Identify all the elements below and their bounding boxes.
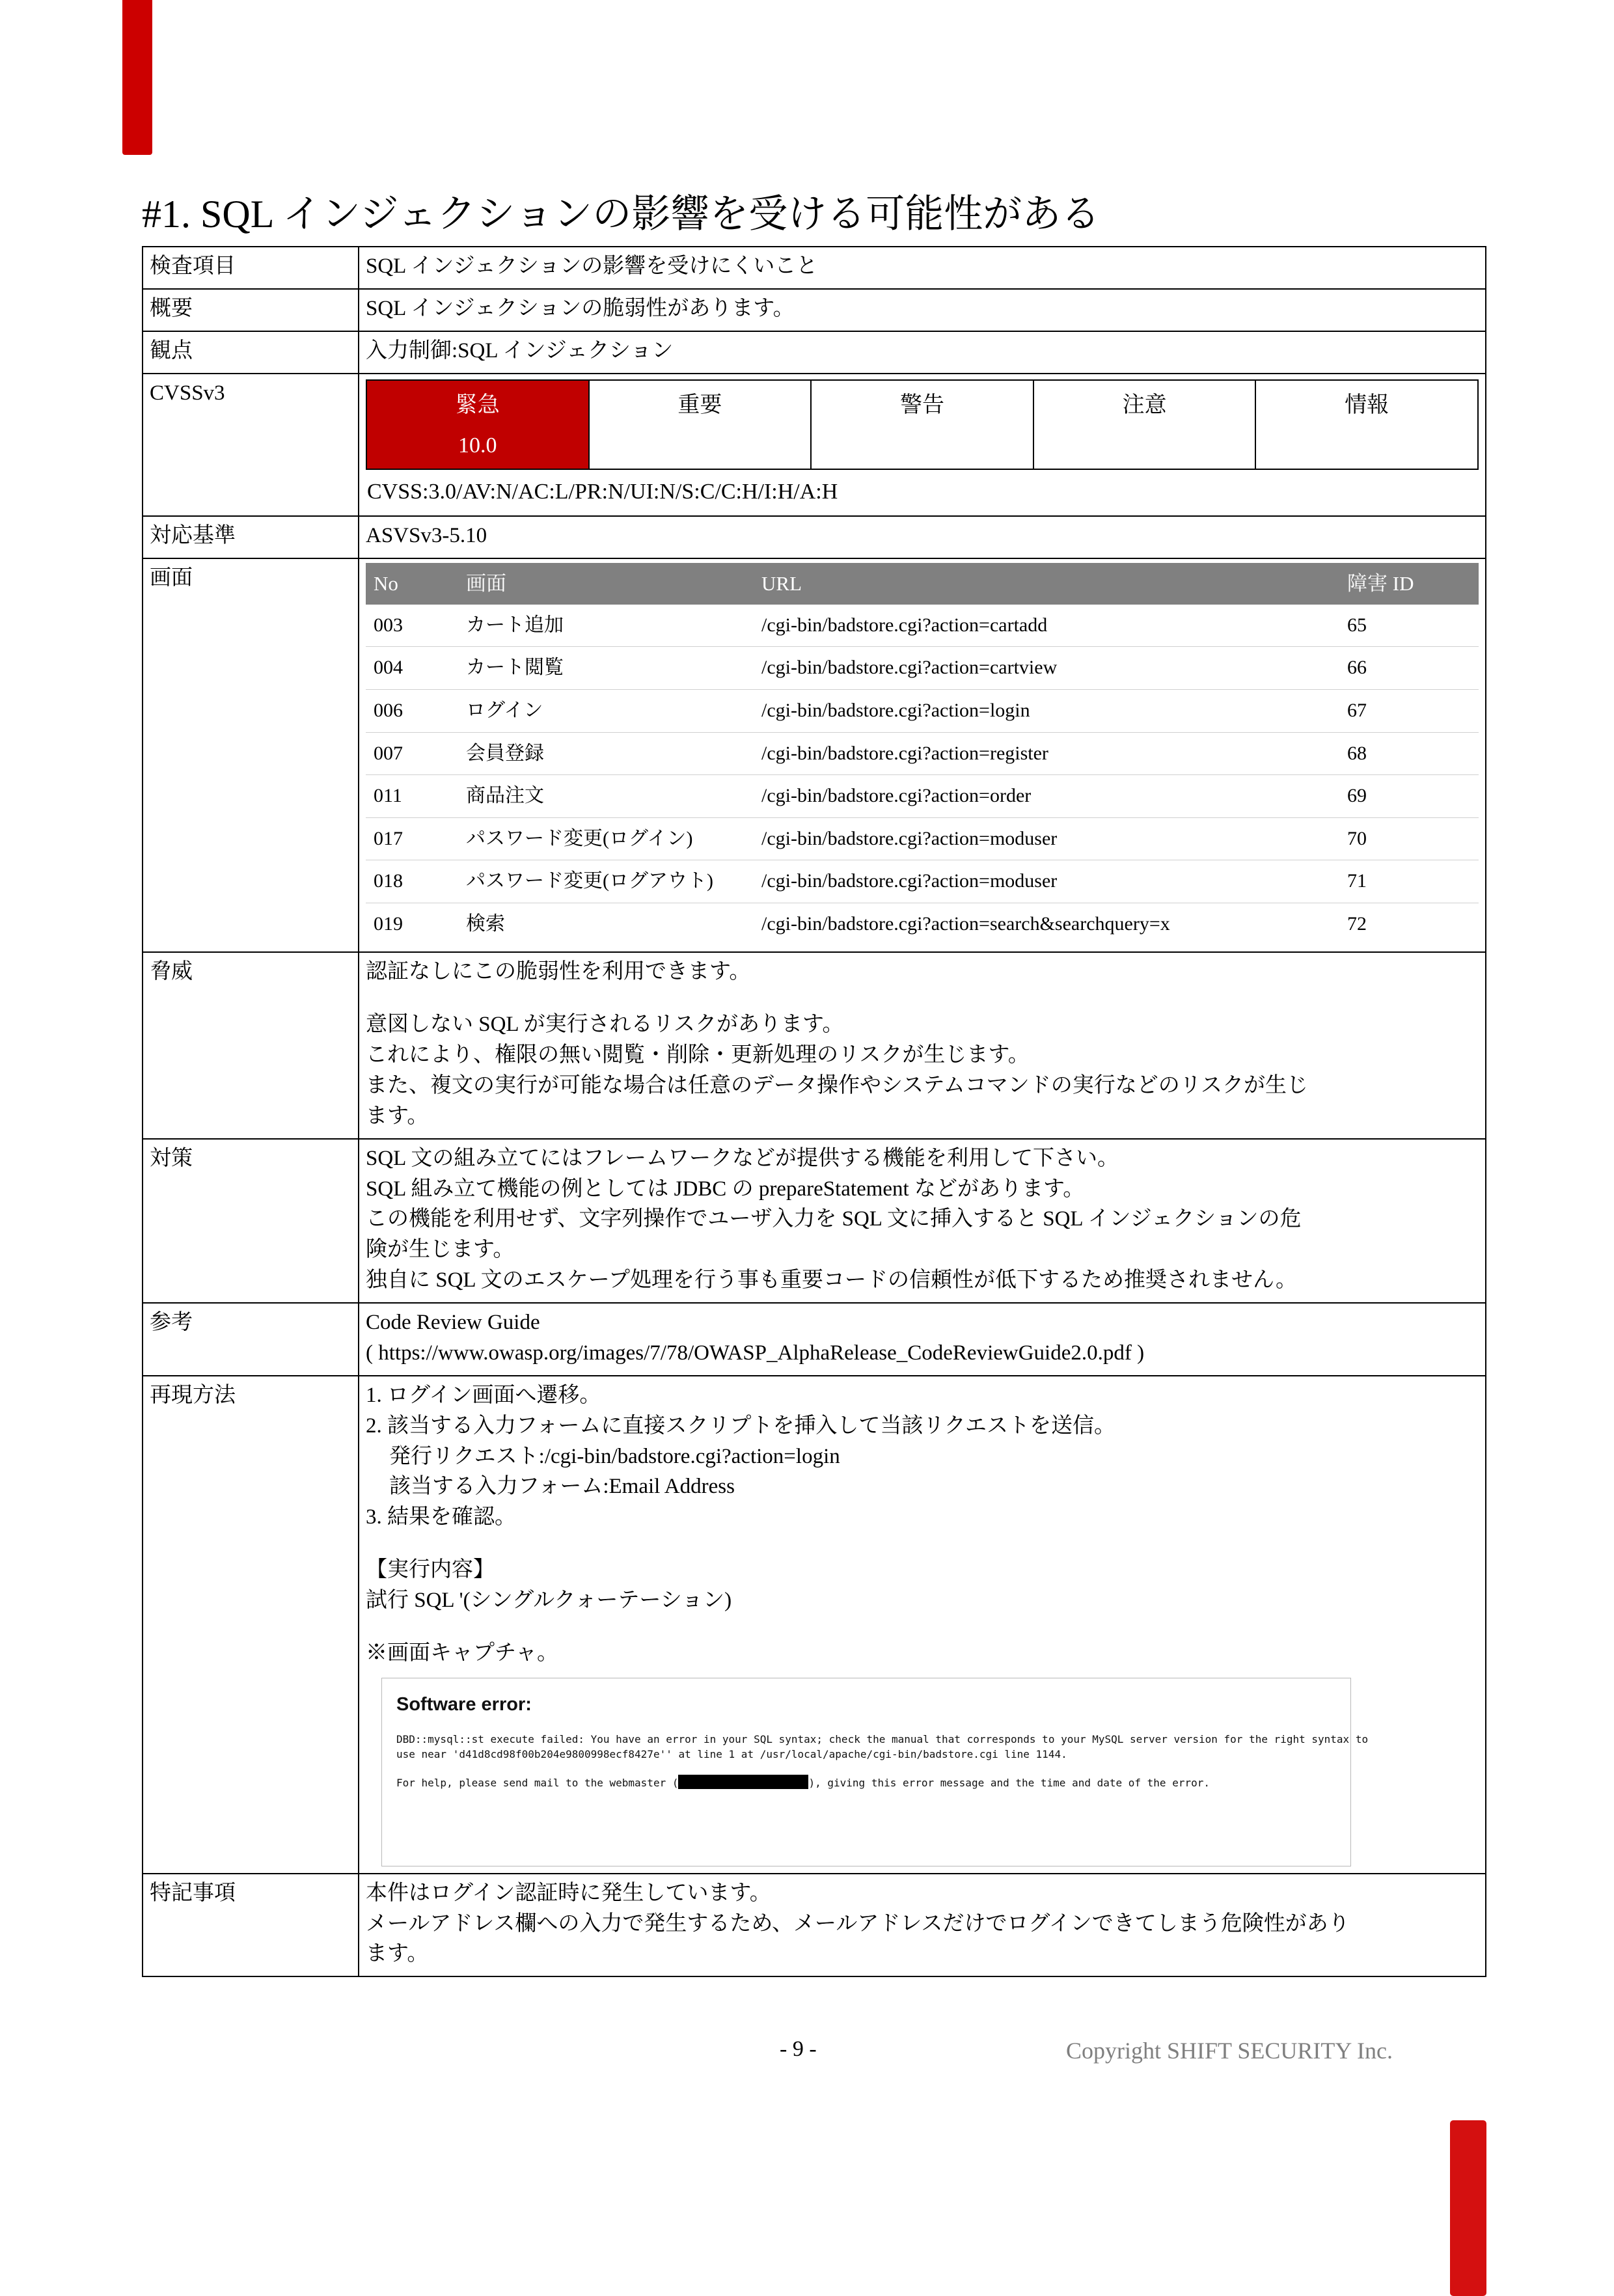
label-reproduction: 再現方法 <box>143 1376 359 1874</box>
value-notes <box>359 1874 1486 1977</box>
value-countermeasure <box>359 1139 1486 1303</box>
cell-defect-id: 69 <box>1339 775 1479 818</box>
column-header-no: No <box>366 563 458 605</box>
value-inspection-item: SQL インジェクションの影響を受けにくいこと <box>359 247 1486 289</box>
value-viewpoint: 入力制御:SQL インジェクション <box>359 331 1486 374</box>
cell-no: 018 <box>366 860 458 903</box>
cell-screen: カート追加 <box>458 605 754 647</box>
cell-screen: ログイン <box>458 689 754 732</box>
row-standard <box>143 516 1486 558</box>
severity-label-high: 重要 <box>677 392 722 417</box>
error-help-line <box>396 1775 1336 1791</box>
reproduction-request-url: 発行リクエスト:/cgi-bin/badstore.cgi?action=login <box>389 1444 840 1468</box>
row-notes <box>143 1874 1486 1977</box>
cell-no: 004 <box>366 647 458 690</box>
label-notes: 特記事項 <box>143 1874 359 1977</box>
cell-url: /cgi-bin/badstore.cgi?action=login <box>754 689 1339 732</box>
decorative-red-bar-top <box>122 0 152 155</box>
value-summary: SQL インジェクションの脆弱性があります。 <box>359 289 1486 331</box>
page-number: - 9 - <box>780 2037 817 2061</box>
label-reference: 参考 <box>143 1303 359 1376</box>
reference-title: Code Review Guide <box>366 1311 540 1335</box>
reproduction-step-3: 3. 結果を確認。 <box>366 1505 516 1529</box>
page-footer <box>142 2037 1486 2076</box>
threat-line-5: ます。 <box>366 1104 429 1128</box>
reference-url[interactable]: ( https://www.owasp.org/images/7/78/OWASP_AlphaRelease_CodeReviewGuide2.0.pdf ) <box>366 1341 1145 1365</box>
cell-screen: 商品注文 <box>458 775 754 818</box>
threat-line-4: また、複文の実行が可能な場合は任意のデータ操作やシステムコマンドの実行などのリスクが生じ <box>366 1074 1309 1098</box>
decorative-red-bar-bottom <box>1450 2120 1486 2296</box>
cell-no: 007 <box>366 732 458 775</box>
cell-defect-id: 67 <box>1339 689 1479 732</box>
error-help-suffix: ), giving this error message and the time and date of the error. <box>808 1777 1210 1790</box>
cell-screen: 検索 <box>458 903 754 945</box>
cell-defect-id: 71 <box>1339 860 1479 903</box>
cell-defect-id: 65 <box>1339 605 1479 647</box>
row-countermeasure <box>143 1139 1486 1303</box>
software-error-screenshot <box>381 1678 1369 1866</box>
table-row <box>366 732 1479 775</box>
cell-url: /cgi-bin/badstore.cgi?action=cartview <box>754 647 1339 690</box>
row-viewpoint <box>143 331 1486 374</box>
severity-label-caution: 注意 <box>1122 392 1167 417</box>
countermeasure-line-4: 険が生じます。 <box>366 1238 515 1262</box>
spacer <box>366 1533 1479 1555</box>
value-screens <box>359 558 1486 953</box>
cell-no: 006 <box>366 689 458 732</box>
page-content <box>142 193 1486 1977</box>
redaction-bar <box>678 1775 808 1789</box>
table-row <box>366 860 1479 903</box>
label-summary: 概要 <box>143 289 359 331</box>
cell-screen: パスワード変更(ログイン) <box>458 817 754 860</box>
label-viewpoint: 観点 <box>143 331 359 374</box>
countermeasure-line-2: SQL 組み立て機能の例としては JDBC の prepareStatement などがあります。 <box>366 1177 1085 1201</box>
reproduction-target-form: 該当する入力フォーム:Email Address <box>389 1475 735 1499</box>
label-countermeasure: 対策 <box>143 1139 359 1303</box>
table-row <box>366 817 1479 860</box>
cvss-vector-string: CVSS:3.0/AV:N/AC:L/PR:N/UI:N/S:C/C:H/I:H/A:H <box>367 479 838 504</box>
capture-note: ※画面キャプチャ。 <box>366 1641 559 1665</box>
label-cvss: CVSSv3 <box>143 374 359 516</box>
severity-label-critical: 緊急 <box>455 392 500 417</box>
row-summary <box>143 289 1486 331</box>
value-reference <box>359 1303 1486 1376</box>
cell-url: /cgi-bin/badstore.cgi?action=moduser <box>754 860 1339 903</box>
cell-defect-id: 72 <box>1339 903 1479 945</box>
reproduction-step-2: 2. 該当する入力フォームに直接スクリプトを挿入して当該リクエストを送信。 <box>366 1414 1116 1438</box>
cell-url: /cgi-bin/badstore.cgi?action=order <box>754 775 1339 818</box>
row-threat <box>143 952 1486 1138</box>
spacer <box>366 1616 1479 1638</box>
page-title: #1. SQL インジェクションの影響を受ける可能性がある <box>142 193 1101 236</box>
cell-no: 019 <box>366 903 458 945</box>
table-row <box>366 689 1479 732</box>
countermeasure-line-3: この機能を利用せず、文字列操作でユーザ入力を SQL 文に挿入すると SQL インジェクションの危 <box>366 1207 1302 1231</box>
severity-cell-info <box>1255 380 1478 469</box>
execution-heading: 【実行内容】 <box>366 1558 495 1582</box>
label-screens: 画面 <box>143 558 359 953</box>
threat-line-2: 意図しない SQL が実行されるリスクがあります。 <box>366 1013 844 1037</box>
threat-line-1: 認証なしにこの脆弱性を利用できます。 <box>366 960 751 984</box>
cell-no: 011 <box>366 775 458 818</box>
table-header-row <box>366 563 1479 605</box>
label-threat: 脅威 <box>143 952 359 1138</box>
column-header-screen: 画面 <box>458 563 754 605</box>
column-header-defect-id: 障害 ID <box>1339 563 1479 605</box>
label-inspection-item: 検査項目 <box>143 247 359 289</box>
value-threat <box>359 952 1486 1138</box>
countermeasure-line-1: SQL 文の組み立てにはフレームワークなどが提供する機能を利用して下さい。 <box>366 1146 1119 1170</box>
error-body-line-2: use near 'd41d8cd98f00b204e9800998ecf8427e'' at line 1 at /usr/local/apache/cgi-bin/badstore.cgi line 1144. <box>396 1747 1067 1760</box>
severity-cell-caution <box>1033 380 1256 469</box>
label-standard: 対応基準 <box>143 516 359 558</box>
value-cvss <box>359 374 1486 516</box>
notes-line-3: ます。 <box>366 1942 429 1966</box>
countermeasure-line-5: 独自に SQL 文のエスケープ処理を行う事も重要コードの信頼性が低下するため推奨されません。 <box>366 1268 1297 1292</box>
spacer <box>366 987 1479 1009</box>
row-screens <box>143 558 1486 953</box>
row-inspection-item <box>143 247 1486 289</box>
severity-scale <box>366 379 1479 470</box>
value-standard: ASVSv3-5.10 <box>359 516 1486 558</box>
error-body-line-1: DBD::mysql::st execute failed: You have an error in your SQL syntax; check the manual that corresponds to your MySQL server version for the right syntax to <box>396 1732 1369 1745</box>
column-header-url: URL <box>754 563 1339 605</box>
value-reproduction <box>359 1376 1486 1874</box>
severity-label-warning: 警告 <box>899 392 944 417</box>
vulnerability-report-table <box>142 246 1486 1977</box>
severity-cell-critical <box>366 380 589 469</box>
reproduction-step-1: 1. ログイン画面へ遷移。 <box>366 1383 601 1407</box>
row-cvss <box>143 374 1486 516</box>
affected-screens-table <box>366 563 1479 946</box>
cell-screen: カート閲覧 <box>458 647 754 690</box>
severity-cell-warning <box>811 380 1033 469</box>
cell-url: /cgi-bin/badstore.cgi?action=moduser <box>754 817 1339 860</box>
error-help-prefix: For help, please send mail to the webmaster ( <box>396 1777 679 1790</box>
cell-url: /cgi-bin/badstore.cgi?action=register <box>754 732 1339 775</box>
row-reference <box>143 1303 1486 1376</box>
notes-line-1: 本件はログイン認証時に発生しています。 <box>366 1881 771 1905</box>
table-row <box>366 647 1479 690</box>
cell-defect-id: 68 <box>1339 732 1479 775</box>
cell-url: /cgi-bin/badstore.cgi?action=search&searchquery=x <box>754 903 1339 945</box>
notes-line-2: メールアドレス欄への入力で発生するため、メールアドレスだけでログインできてしまう危険性があり <box>366 1911 1350 1935</box>
cell-no: 017 <box>366 817 458 860</box>
cell-defect-id: 70 <box>1339 817 1479 860</box>
cell-no: 003 <box>366 605 458 647</box>
table-row <box>366 775 1479 818</box>
severity-score: 10.0 <box>458 433 497 458</box>
threat-line-3: これにより、権限の無い閲覧・削除・更新処理のリスクが生じます。 <box>366 1043 1030 1067</box>
cell-screen: 会員登録 <box>458 732 754 775</box>
table-row <box>366 903 1479 945</box>
severity-cell-high <box>589 380 812 469</box>
copyright-notice: Copyright SHIFT SECURITY Inc. <box>1066 2038 1393 2064</box>
execution-payload: 試行 SQL '(シングルクォーテーション) <box>366 1588 732 1612</box>
table-row <box>366 605 1479 647</box>
severity-label-info: 情報 <box>1345 392 1389 417</box>
cell-screen: パスワード変更(ログアウト) <box>458 860 754 903</box>
row-reproduction <box>143 1376 1486 1874</box>
cell-url: /cgi-bin/badstore.cgi?action=cartadd <box>754 605 1339 647</box>
cell-defect-id: 66 <box>1339 647 1479 690</box>
error-title: Software error: <box>396 1693 532 1715</box>
